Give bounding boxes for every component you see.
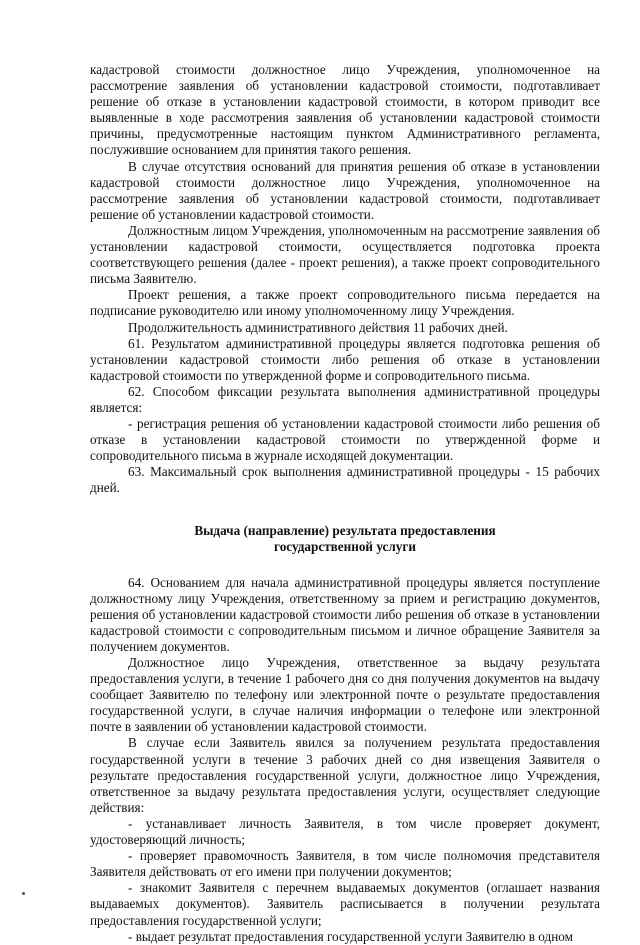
scan-dot	[22, 892, 25, 895]
paragraph: Должностное лицо Учреждения, ответственное за выдачу результата предоставления услуги, в течение 1 рабочего дня со дня получения документов на выдачу сообщает Заявителю по телефону или электронной почте о результате предоставления государственной услуги, в случае наличия информации о телефоне или электронной почте в заявлении об установлении кадастровой стоимости.	[90, 655, 600, 735]
paragraph: - знакомит Заявителя с перечнем выдаваемых документов (оглашает названия выдаваемых документов). Заявитель расписывается в получении результата предоставления государственной услуги;	[90, 880, 600, 928]
paragraph: Проект решения, а также проект сопроводительного письма передается на подписание руководителю или иному уполномоченному лицу Учреждения.	[90, 287, 600, 319]
paragraph: Должностным лицом Учреждения, уполномоченным на рассмотрение заявления об установлении кадастровой стоимости, осуществляется подготовка проекта соответствующего решения (далее - проект решения), а также проект сопроводительного письма Заявителю.	[90, 222, 600, 287]
section-heading-line-2: государственной услуги	[274, 538, 416, 554]
paragraph: 61. Результатом административной процедуры является подготовка решения об установлении кадастровой стоимости либо решения об отказе в установлении кадастровой стоимости по утвержденной форме и сопроводительного письма.	[90, 335, 600, 383]
paragraph: 62. Способом фиксации результата выполнения административной процедуры является:	[90, 383, 600, 415]
paragraph: - регистрация решения об установлении кадастровой стоимости либо решения об отказе в установлении кадастровой стоимости по утвержденной форме и сопроводительного письма в журнале исходящей документации.	[90, 416, 600, 464]
paragraph: 63. Максимальный срок выполнения административной процедуры - 15 рабочих дней.	[90, 464, 600, 496]
paragraph: В случае отсутствия оснований для принятия решения об отказе в установлении кадастровой стоимости должностное лицо Учреждения, уполномоченное на рассмотрение заявления об установлении кадастровой стоимости, подготавливает решение об установлении кадастровой стоимости.	[90, 158, 600, 222]
paragraph: В случае если Заявитель явился за получением результата предоставления государственной услуги в течение 3 рабочих дней со дня извещения Заявителя о результате предоставления государственной услуги, должностное лицо Учреждения, ответственное за выдачу результата предоставления услуги, осуществляет следующие действия:	[90, 735, 600, 815]
paragraph: кадастровой стоимости должностное лицо Учреждения, уполномоченное на рассмотрение заявления об установлении кадастровой стоимости, подготавливает решение об отказе в установлении кадастровой стоимости, в котором приводит все выявленные в ходе рассмотрения заявления об установлении кадастровой стоимости причины, предусмотренные настоящим пунктом Административного регламента, послужившие основанием для принятия такого решения.	[90, 62, 600, 158]
paragraph: - устанавливает личность Заявителя, в том числе проверяет документ, удостоверяющий личность;	[90, 815, 600, 848]
paragraph: - проверяет правомочность Заявителя, в том числе полномочия представителя Заявителя действовать от его имени при получении документов;	[90, 848, 600, 880]
paragraph: Продолжительность административного действия 11 рабочих дней.	[128, 319, 508, 335]
document-body-bottom	[90, 575, 600, 945]
document-page	[90, 62, 600, 945]
paragraph: - выдает результат предоставления государственной услуги Заявителю в одном	[128, 928, 573, 944]
paragraph: 64. Основанием для начала административной процедуры является поступление должностному лицу Учреждения, ответственному за прием и регистрацию документов, решения об установлении кадастровой стоимости либо решения об отказе в установлении кадастровой стоимости с сопроводительным письмом и личное обращение Заявителя за получением документов.	[90, 574, 600, 654]
document-body-top	[90, 62, 600, 497]
section-heading-line-1: Выдача (направление) результата предоставления	[194, 522, 496, 538]
section-heading	[90, 523, 600, 555]
